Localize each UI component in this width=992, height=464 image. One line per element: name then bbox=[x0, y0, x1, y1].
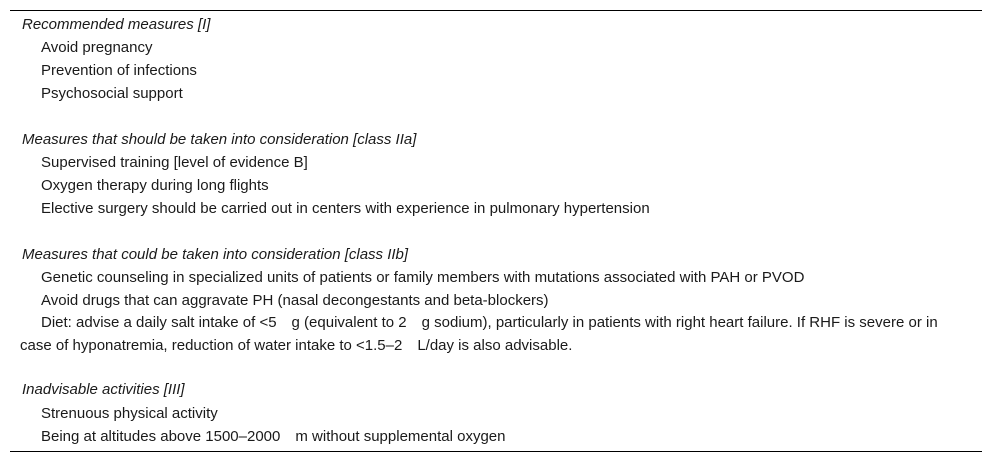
list-item: Being at altitudes above 1500–2000 m without supplemental oxygen bbox=[41, 428, 506, 445]
section-title-inadvisable: Inadvisable activities [III] bbox=[22, 381, 185, 398]
list-item: Supervised training [level of evidence B] bbox=[41, 154, 308, 171]
list-item: Genetic counseling in specialized units of patients or family members with mutations associated with PAH or PVOD bbox=[41, 269, 805, 286]
section-title-class-iib: Measures that could be taken into consideration [class IIb] bbox=[22, 246, 409, 263]
list-item: Psychosocial support bbox=[41, 85, 183, 102]
section-title-recommended: Recommended measures [I] bbox=[22, 16, 211, 33]
list-item: Strenuous physical activity bbox=[41, 405, 218, 422]
list-item: Diet: advise a daily salt intake of <5 g (equivalent to 2 g sodium), particularly in patients with right heart failure. If RHF is severe or in case of hyponatremia, reduction of water intake to <1.5–2 L/day is also advisable. bbox=[20, 314, 938, 354]
list-item: Prevention of infections bbox=[41, 62, 197, 79]
list-item: Avoid drugs that can aggravate PH (nasal decongestants and beta-blockers) bbox=[41, 292, 549, 309]
list-item: Elective surgery should be carried out in centers with experience in pulmonary hypertension bbox=[41, 200, 650, 217]
list-item: Oxygen therapy during long flights bbox=[41, 177, 269, 194]
list-item: Avoid pregnancy bbox=[41, 39, 153, 56]
section-title-class-iia: Measures that should be taken into consideration [class IIa] bbox=[22, 131, 417, 148]
